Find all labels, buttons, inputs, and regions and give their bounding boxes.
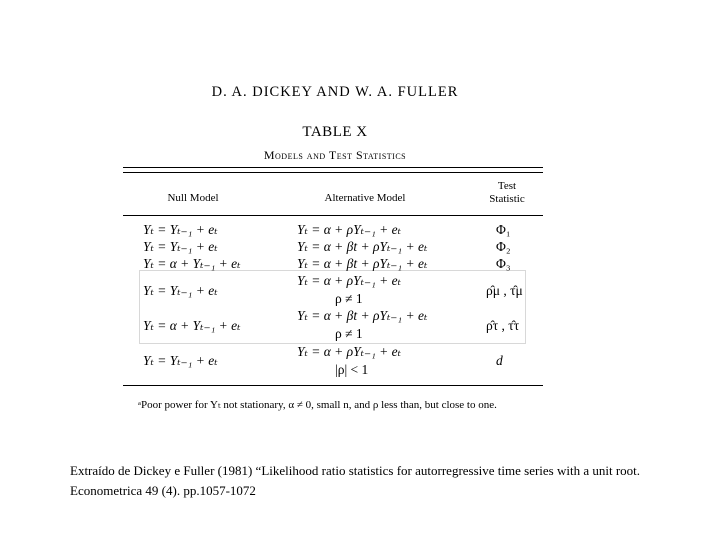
alternative-condition-cell: ρ ≠ 1 xyxy=(335,291,363,306)
table-bottom-rule xyxy=(123,385,543,386)
test-statistic-cell: d xyxy=(496,353,503,368)
alternative-condition-cell: ρ ≠ 1 xyxy=(335,326,363,341)
null-model-cell: Yₜ = α + Yₜ₋₁ + eₜ xyxy=(143,318,241,333)
null-model-cell: Yₜ = Yₜ₋₁ + eₜ xyxy=(143,353,218,368)
table-footnote: ᵃPoor power for Yₜ not stationary, α ≠ 0, small n, and ρ less than, but close to one. xyxy=(138,399,497,411)
test-statistic-cell: Φ₂ xyxy=(496,239,511,254)
alternative-model-cell: Yₜ = α + βt + ρYₜ₋₁ + eₜ xyxy=(297,308,428,323)
header-alternative-model: Alternative Model xyxy=(324,192,406,204)
null-model-cell: Yₜ = Yₜ₋₁ + eₜ xyxy=(143,239,218,254)
table-subtitle: Models and Test Statistics xyxy=(263,148,407,162)
table-title: TABLE X xyxy=(302,124,368,140)
test-statistic-cell: ρ̂τ , τ̂τ xyxy=(486,318,520,333)
header-null-model: Null Model xyxy=(167,192,219,204)
paper-authors: D. A. DICKEY AND W. A. FULLER xyxy=(211,84,459,100)
alternative-condition-cell: |ρ| < 1 xyxy=(335,362,369,377)
null-model-cell: Yₜ = α + Yₜ₋₁ + eₜ xyxy=(143,256,241,271)
alternative-model-cell: Yₜ = α + βt + ρYₜ₋₁ + eₜ xyxy=(297,256,428,271)
header-rule xyxy=(123,215,543,216)
source-caption: Extraído de Dickey e Fuller (1981) “Likelihood ratio statistics for autorregressive time series with a unit root. Econometrica 49 (4). pp.1057-1072 xyxy=(70,463,641,498)
test-statistic-cell: Φ₁ xyxy=(496,222,511,237)
test-statistic-cell: ρ̂μ , τ̂μ xyxy=(486,283,523,298)
table-top-rule xyxy=(123,167,543,168)
alternative-model-cell: Yₜ = α + ρYₜ₋₁ + eₜ xyxy=(297,273,401,288)
test-statistic-cell: Φ₃ xyxy=(496,256,511,271)
alternative-model-cell: Yₜ = α + ρYₜ₋₁ + eₜ xyxy=(297,222,401,237)
header-test-statistic: Test Statistic xyxy=(489,180,525,205)
null-model-cell: Yₜ = Yₜ₋₁ + eₜ xyxy=(143,283,218,298)
null-model-cell: Yₜ = Yₜ₋₁ + eₜ xyxy=(143,222,218,237)
alternative-model-cell: Yₜ = α + βt + ρYₜ₋₁ + eₜ xyxy=(297,239,428,254)
table-top-rule-double xyxy=(123,172,543,173)
alternative-model-cell: Yₜ = α + ρYₜ₋₁ + eₜ xyxy=(297,344,401,359)
